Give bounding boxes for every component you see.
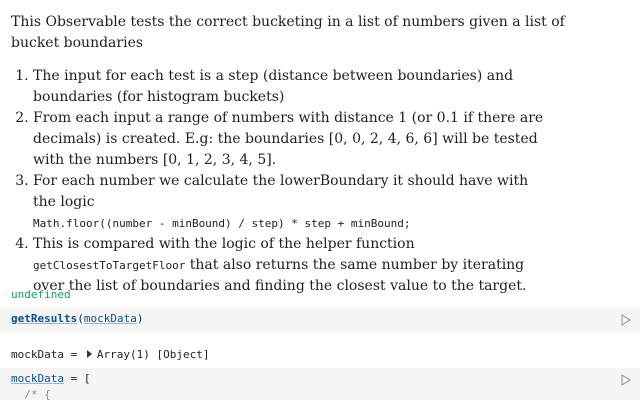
step-item — [33, 234, 553, 297]
paren-close: ) — [136, 312, 144, 325]
step-text: From each input a range of numbers with distance 1 (or 0.1 if there are decimals) is created. E.g: the boundaries [0, 0, 2, 4, 6, 6] will be tested with the numbers [0, 1, 2, 3, 4, 5]. — [33, 110, 544, 168]
steps-list — [11, 66, 553, 297]
run-cell-icon[interactable] — [620, 374, 632, 386]
cell-code[interactable] — [11, 372, 90, 385]
function-name[interactable]: getResults — [11, 312, 78, 325]
step-item — [33, 66, 553, 108]
variable-reference[interactable]: mockData — [83, 312, 137, 325]
paren-open: ( — [77, 312, 84, 325]
helper-function-code: getClosestToTargetFloor — [33, 259, 186, 272]
code-cell-mockdata[interactable] — [0, 368, 640, 400]
formula-code: Math.floor((number - minBound) / step) * step + minBound; — [33, 217, 411, 230]
cell-output-mockdata — [11, 348, 209, 361]
step-text: This is compared with the logic of the helper function — [33, 236, 415, 252]
code-rest: = [ — [63, 372, 91, 385]
output-value[interactable]: Array(1) [Object] — [96, 348, 210, 361]
expand-triangle-icon[interactable] — [87, 350, 92, 358]
step-item — [33, 108, 553, 171]
step-text: The input for each test is a step (distance between boundaries) and boundaries (for histogram buckets) — [33, 68, 514, 105]
code-cell-getresults[interactable] — [0, 308, 640, 332]
step-text: that also returns the same number by iterating over the list of boundaries and finding the closest value to the target. — [33, 257, 527, 294]
output-label: mockData = — [11, 348, 84, 361]
code-comment: /* { — [11, 388, 51, 401]
cell-output-undefined: undefined — [11, 288, 71, 301]
step-text: For each number we calculate the lowerBoundary it should have with the logic — [33, 173, 529, 210]
cell-code[interactable] — [11, 312, 143, 325]
step-item — [33, 171, 553, 234]
intro-paragraph: This Observable tests the correct bucketing in a list of numbers given a list of bucket boundaries — [11, 14, 565, 51]
variable-name[interactable]: mockData — [11, 372, 64, 385]
run-cell-icon[interactable] — [620, 314, 632, 326]
